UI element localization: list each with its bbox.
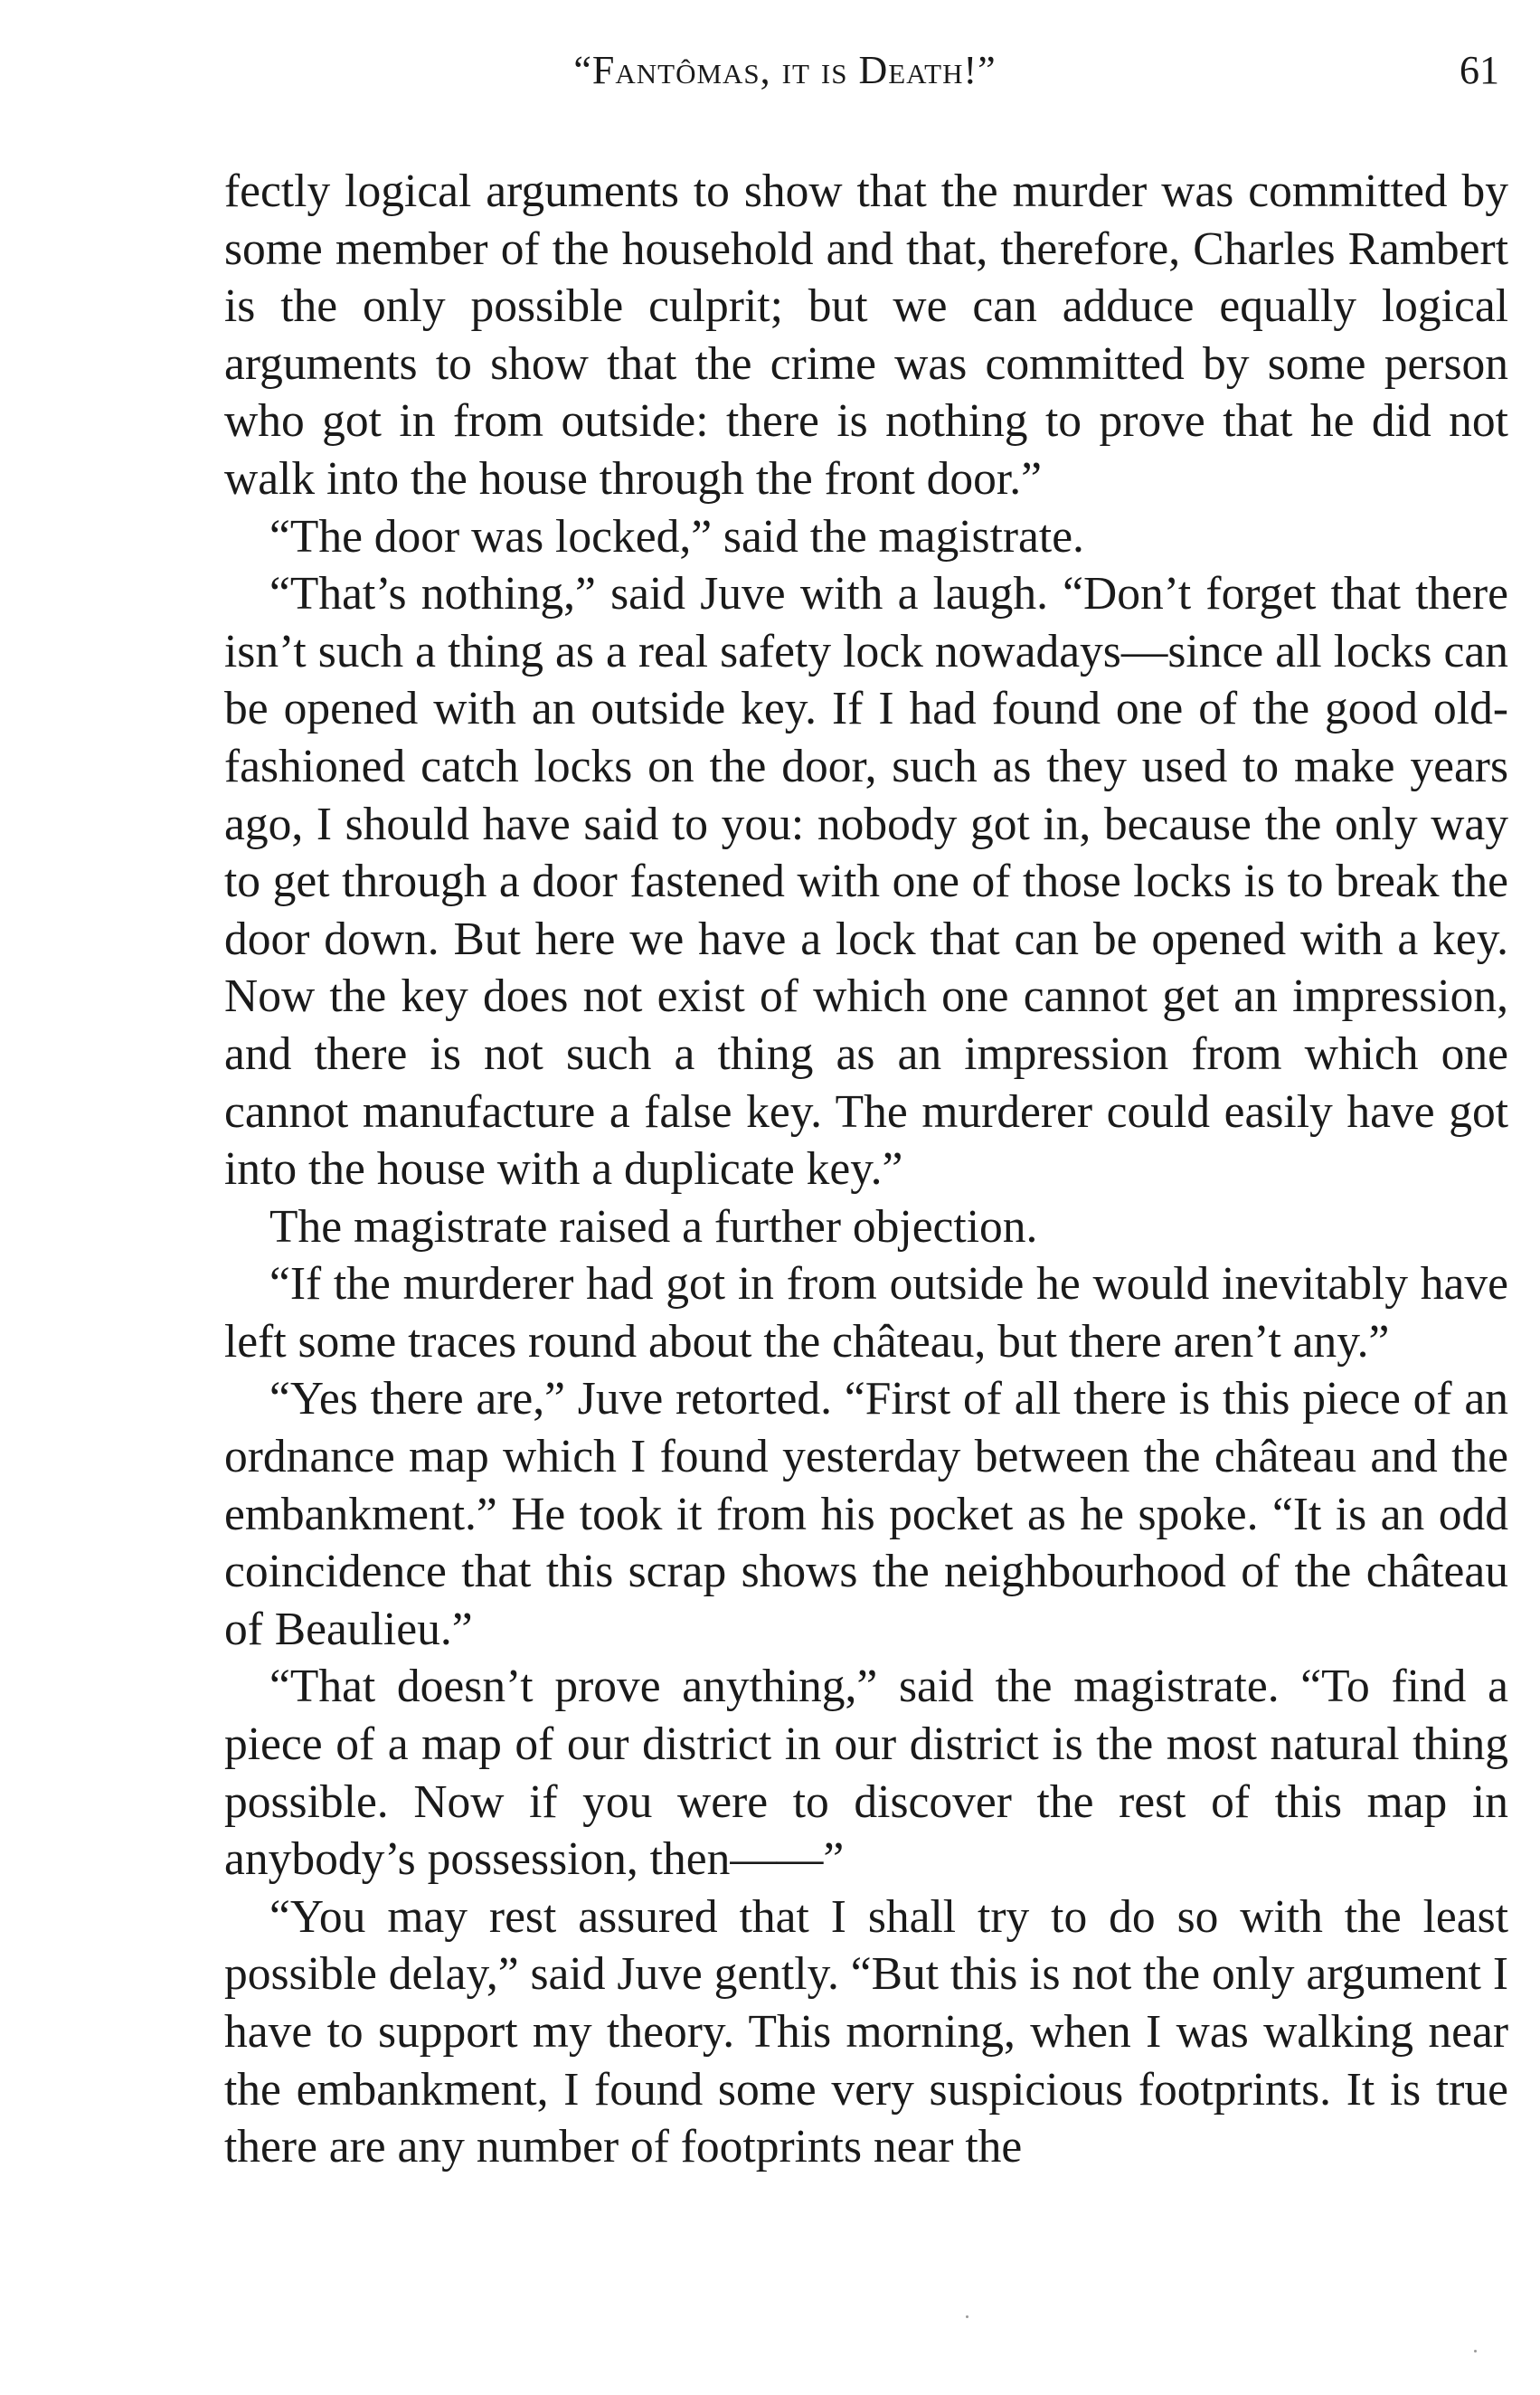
paragraph: fectly logical arguments to show that the murder was committed by some member of the household and that, therefore, Charles Rambert is the only possible culprit; but we can adduce equally logical arguments to show that the crime was committed by some person who got in from outside: there is nothing to prove that he did not walk into the house through the front door.”: [224, 166, 1508, 505]
paragraph: “The door was locked,” said the magistrate.: [269, 510, 1084, 563]
paragraph: “That doesn’t prove anything,” said the magistrate. “To find a piece of a map of our district in our district is the most natural thing possible. Now if you were to discover the rest of this map in anybody’s possession, then——”: [224, 1661, 1508, 1886]
paragraph: The magistrate raised a further objection.: [269, 1200, 1038, 1253]
paragraph: “You may rest assured that I shall try to do so with the least possible delay,” said Juve gently. “But this is not the only argument I have to support my theory. This morning, when I was walking near the embankment, I found some very suspicious footprints. It is true there are any number of footprints near the: [224, 1890, 1508, 2173]
paragraph: “Yes there are,” Juve retorted. “First of all there is this piece of an ordnance map which I found yesterday between the château and the embankment.” He took it from his pocket as he spoke. “It is an odd coincidence that this scrap shows the neighbourhood of the château of Beaulieu.”: [224, 1373, 1508, 1655]
scan-speck: [1474, 2350, 1477, 2352]
running-title: “Fantômas, it is Death!”: [573, 48, 997, 92]
body-text: [224, 163, 1508, 2176]
paragraph: “That’s nothing,” said Juve with a laugh. “Don’t forget that there isn’t such a thing as a real safety lock nowadays—since all locks can be opened with an outside key. If I had found one of the good old-fashioned catch locks on the door, such as they used to make years ago, I should have said to you: nobody got in, because the only way to get through a door fastened with one of those locks is to break the door down. But here we have a lock that can be opened with a key. Now the key does not exist of which one cannot get an impression, and there is not such a thing as an impression from which one cannot manufacture a false key. The murderer could easily have got into the house with a duplicate key.”: [224, 568, 1508, 1196]
scan-speck: [966, 2315, 968, 2318]
page-number: 61: [1460, 48, 1499, 92]
running-head: [224, 47, 1508, 101]
paragraph: “If the murderer had got in from outside he would inevitably have left some traces round about the château, but there aren’t any.”: [224, 1258, 1508, 1368]
